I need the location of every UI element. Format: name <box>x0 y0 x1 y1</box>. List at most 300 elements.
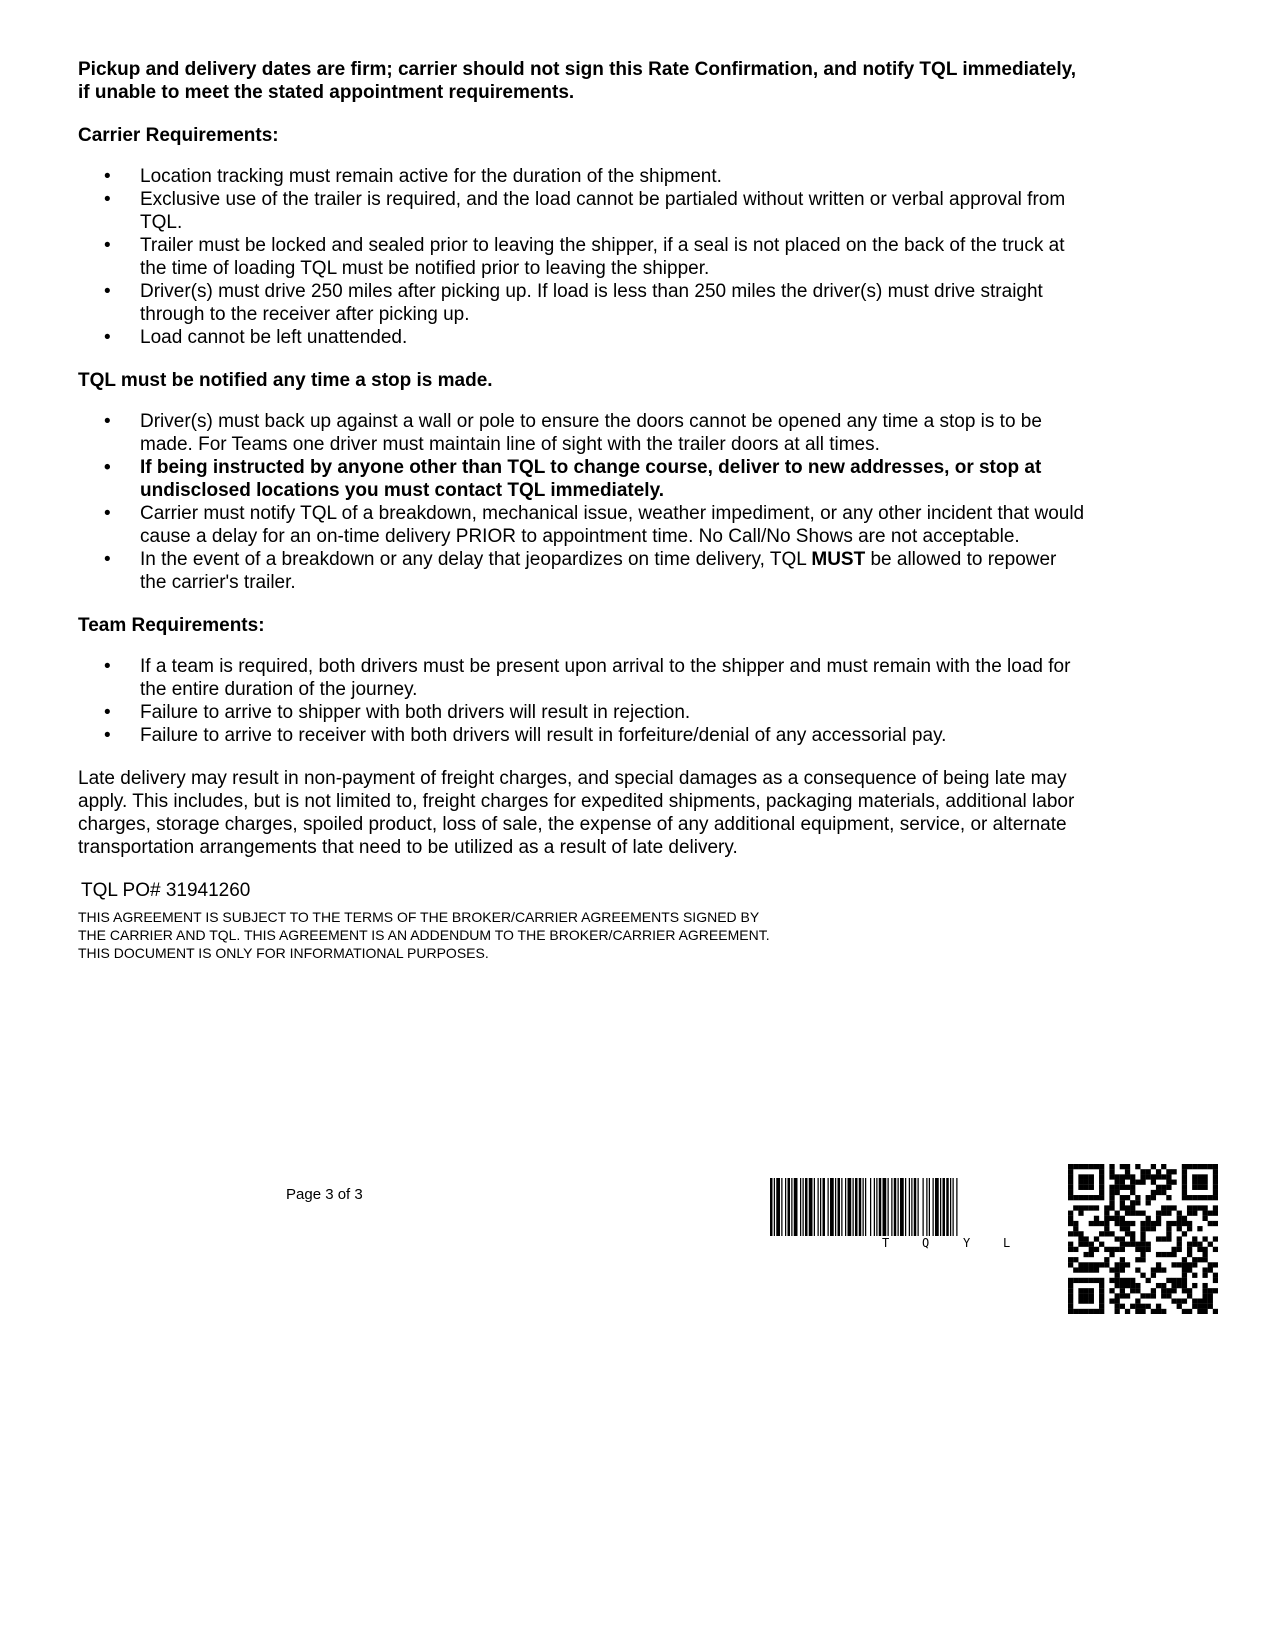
qr-module <box>1182 1262 1187 1267</box>
qr-module <box>1094 1236 1099 1241</box>
qr-module <box>1213 1185 1218 1190</box>
qr-module <box>1073 1309 1078 1314</box>
qr-module <box>1187 1293 1192 1298</box>
qr-module <box>1068 1293 1073 1298</box>
barcode-bar <box>814 1178 815 1236</box>
barcode-bar <box>823 1178 826 1236</box>
qr-module <box>1192 1236 1197 1241</box>
qr-module <box>1177 1236 1182 1241</box>
qr-module <box>1068 1169 1073 1174</box>
qr-module <box>1125 1226 1130 1231</box>
qr-module <box>1068 1262 1073 1267</box>
qr-module <box>1202 1247 1207 1252</box>
list-item: • Load cannot be left unattended. <box>104 327 408 348</box>
qr-module <box>1213 1211 1218 1216</box>
qr-module <box>1078 1267 1083 1272</box>
qr-module <box>1182 1298 1187 1303</box>
barcode-char: Y <box>963 1236 971 1250</box>
qr-module <box>1208 1221 1213 1226</box>
qr-module <box>1078 1174 1083 1179</box>
barcode-char: T <box>882 1236 890 1250</box>
barcode-bar <box>774 1178 775 1236</box>
qr-module <box>1171 1221 1176 1226</box>
qr-module <box>1135 1242 1140 1247</box>
qr-module <box>1182 1231 1187 1236</box>
qr-module <box>1078 1236 1083 1241</box>
qr-module <box>1068 1164 1073 1169</box>
qr-module <box>1151 1267 1156 1272</box>
qr-module <box>1213 1247 1218 1252</box>
qr-module <box>1130 1242 1135 1247</box>
qr-module <box>1166 1293 1171 1298</box>
qr-module <box>1151 1180 1156 1185</box>
qr-module <box>1115 1236 1120 1241</box>
qr-module <box>1089 1205 1094 1210</box>
qr-module <box>1068 1185 1073 1190</box>
barcode-bar <box>785 1178 786 1236</box>
qr-module <box>1202 1288 1207 1293</box>
barcode-bar <box>770 1178 773 1236</box>
qr-module <box>1125 1211 1130 1216</box>
barcode-bar <box>898 1178 899 1236</box>
qr-module <box>1109 1200 1114 1205</box>
qr-module <box>1192 1164 1197 1169</box>
qr-module <box>1146 1247 1151 1252</box>
qr-module <box>1130 1174 1135 1179</box>
qr-module <box>1197 1304 1202 1309</box>
qr-module <box>1084 1174 1089 1179</box>
barcode-bar <box>905 1178 906 1236</box>
list-item: • If being instructed by anyone other than TQL to change course, deliver to new addresses, or stop at undisclosed locations you must contact TQL immediately. <box>104 457 1042 501</box>
qr-module <box>1161 1236 1166 1241</box>
barcode-bar <box>863 1178 864 1236</box>
qr-module <box>1161 1293 1166 1298</box>
barcode-bar <box>933 1178 934 1236</box>
qr-module <box>1177 1242 1182 1247</box>
qr-module <box>1104 1211 1109 1216</box>
qr-module <box>1089 1195 1094 1200</box>
qr-module <box>1182 1267 1187 1272</box>
qr-module <box>1161 1174 1166 1179</box>
qr-module <box>1187 1221 1192 1226</box>
qr-module <box>1213 1190 1218 1195</box>
barcode-bar <box>870 1178 871 1236</box>
qr-module <box>1208 1242 1213 1247</box>
qr-module <box>1202 1195 1207 1200</box>
barcode-bar <box>900 1178 904 1236</box>
qr-module <box>1078 1195 1083 1200</box>
qr-module <box>1120 1288 1125 1293</box>
qr-module <box>1166 1185 1171 1190</box>
qr-module <box>1156 1304 1161 1309</box>
qr-module <box>1130 1283 1135 1288</box>
qr-module <box>1156 1185 1161 1190</box>
qr-module <box>1197 1257 1202 1262</box>
qr-module <box>1089 1242 1094 1247</box>
qr-module <box>1161 1252 1166 1257</box>
qr-module <box>1197 1195 1202 1200</box>
qr-module <box>1156 1252 1161 1257</box>
qr-module <box>1084 1252 1089 1257</box>
qr-module <box>1094 1247 1099 1252</box>
qr-module <box>1089 1298 1094 1303</box>
qr-module <box>1140 1211 1145 1216</box>
barcode-bar <box>853 1178 854 1236</box>
barcode-bar <box>820 1178 821 1236</box>
barcode-bar <box>838 1178 841 1236</box>
qr-module <box>1197 1226 1202 1231</box>
qr-module <box>1135 1200 1140 1205</box>
team-requirements-list <box>78 655 1088 747</box>
qr-module <box>1166 1211 1171 1216</box>
barcode-bar <box>894 1178 897 1236</box>
qr-module <box>1192 1211 1197 1216</box>
qr-module <box>1078 1278 1083 1283</box>
qr-module <box>1073 1226 1078 1231</box>
qr-module <box>1068 1180 1073 1185</box>
qr-module <box>1120 1174 1125 1179</box>
qr-module <box>1109 1267 1114 1272</box>
barcode-bar <box>883 1178 887 1236</box>
qr-module <box>1115 1283 1120 1288</box>
qr-module <box>1187 1262 1192 1267</box>
qr-module <box>1120 1200 1125 1205</box>
qr-module <box>1084 1309 1089 1314</box>
list-item: • In the event of a breakdown or any delay that jeopardizes on time delivery, TQL MUST be allowed to repower the carrier's trailer. <box>104 549 1057 593</box>
barcode-bar <box>855 1178 858 1236</box>
qr-module <box>1130 1211 1135 1216</box>
qr-module <box>1192 1242 1197 1247</box>
qr-module <box>1161 1309 1166 1314</box>
qr-module <box>1151 1164 1156 1169</box>
qr-module <box>1099 1174 1104 1179</box>
qr-module <box>1166 1174 1171 1179</box>
qr-module <box>1177 1278 1182 1283</box>
qr-module <box>1146 1221 1151 1226</box>
qr-module <box>1202 1309 1207 1314</box>
qr-module <box>1151 1226 1156 1231</box>
qr-module <box>1099 1242 1104 1247</box>
qr-module <box>1151 1309 1156 1314</box>
qr-module <box>1120 1262 1125 1267</box>
qr-module <box>1182 1309 1187 1314</box>
barcode-bar <box>914 1178 917 1236</box>
qr-module <box>1146 1169 1151 1174</box>
barcode-bar <box>781 1178 782 1236</box>
qr-module <box>1109 1205 1114 1210</box>
qr-module <box>1094 1309 1099 1314</box>
qr-module <box>1151 1190 1156 1195</box>
qr-module <box>1109 1174 1114 1179</box>
qr-module <box>1125 1309 1130 1314</box>
qr-module <box>1115 1216 1120 1221</box>
qr-module <box>1146 1278 1151 1283</box>
qr-module <box>1089 1252 1094 1257</box>
qr-module <box>1078 1262 1083 1267</box>
qr-module <box>1130 1278 1135 1283</box>
qr-module <box>1208 1293 1213 1298</box>
barcode-bar <box>911 1178 912 1236</box>
barcode-bar <box>953 1178 954 1236</box>
qr-module <box>1166 1205 1171 1210</box>
qr-module <box>1089 1164 1094 1169</box>
qr-module <box>1177 1216 1182 1221</box>
qr-module <box>1213 1180 1218 1185</box>
qr-module <box>1140 1247 1145 1252</box>
qr-module <box>1187 1195 1192 1200</box>
qr-module <box>1171 1298 1176 1303</box>
qr-module <box>1146 1174 1151 1179</box>
qr-module <box>1192 1298 1197 1303</box>
qr-module <box>1202 1174 1207 1179</box>
qr-module <box>1120 1221 1125 1226</box>
qr-module <box>1146 1242 1151 1247</box>
qr-module <box>1125 1185 1130 1190</box>
qr-module <box>1171 1283 1176 1288</box>
qr-module <box>1202 1257 1207 1262</box>
qr-module <box>1161 1164 1166 1169</box>
qr-module <box>1068 1216 1073 1221</box>
qr-module <box>1151 1221 1156 1226</box>
qr-module <box>1094 1267 1099 1272</box>
qr-module <box>1187 1242 1192 1247</box>
qr-module <box>1182 1180 1187 1185</box>
qr-module <box>1202 1293 1207 1298</box>
qr-module <box>1182 1195 1187 1200</box>
list-item: • If a team is required, both drivers must be present upon arrival to the shipper and must remain with the load for the entire duration of the journey. <box>104 656 1071 700</box>
qr-module <box>1135 1267 1140 1272</box>
qr-module <box>1135 1283 1140 1288</box>
qr-module <box>1094 1205 1099 1210</box>
qr-module <box>1109 1216 1114 1221</box>
qr-module <box>1115 1221 1120 1226</box>
qr-module <box>1208 1304 1213 1309</box>
qr-module <box>1140 1257 1145 1262</box>
qr-module <box>1171 1180 1176 1185</box>
qr-module <box>1166 1169 1171 1174</box>
qr-module <box>1202 1252 1207 1257</box>
qr-module <box>1084 1278 1089 1283</box>
qr-module <box>1084 1242 1089 1247</box>
qr-module <box>1192 1185 1197 1190</box>
qr-module <box>1135 1309 1140 1314</box>
qr-module <box>1073 1164 1078 1169</box>
qr-module <box>1202 1205 1207 1210</box>
late-delivery-text: Late delivery may result in non-payment of freight charges, and special damages as a consequence of being late may apply. This includes, but is not limited to, freight charges for expedited shipments, packaging materials, additional labor charges, storage charges, spoiled product, loss of sale, the expense of any additional equipment, service, or alternate transportation arrangements that need to be utilized as a result of late delivery. <box>78 768 1075 858</box>
qr-module <box>1089 1293 1094 1298</box>
qr-module <box>1120 1236 1125 1241</box>
qr-module <box>1156 1169 1161 1174</box>
qr-module <box>1104 1221 1109 1226</box>
qr-module <box>1120 1185 1125 1190</box>
qr-module <box>1078 1164 1083 1169</box>
qr-module <box>1089 1247 1094 1252</box>
qr-module <box>1120 1205 1125 1210</box>
qr-module <box>1115 1247 1120 1252</box>
qr-module <box>1166 1278 1171 1283</box>
qr-module <box>1182 1278 1187 1283</box>
list-item: • Failure to arrive to receiver with both drivers will result in forfeiture/denial of any accessorial pay. <box>104 725 947 746</box>
qr-module <box>1120 1278 1125 1283</box>
qr-module <box>1115 1298 1120 1303</box>
qr-module <box>1120 1267 1125 1272</box>
barcode-bar <box>923 1178 924 1236</box>
qr-module <box>1187 1288 1192 1293</box>
qr-module <box>1161 1211 1166 1216</box>
qr-module <box>1115 1211 1120 1216</box>
qr-module <box>1202 1267 1207 1272</box>
qr-module <box>1140 1273 1145 1278</box>
qr-module <box>1073 1247 1078 1252</box>
qr-module <box>1099 1262 1104 1267</box>
qr-module <box>1115 1262 1120 1267</box>
qr-module <box>1109 1164 1114 1169</box>
qr-module <box>1109 1247 1114 1252</box>
agreement-notice: THIS AGREEMENT IS SUBJECT TO THE TERMS OF THE BROKER/CARRIER AGREEMENTS SIGNED BY THE CARRIER AND TQL. THIS AGREEMENT IS AN ADDENDUM TO THE BROKER/CARRIER AGREEMENT. THIS DOCUMENT IS ONLY FOR INFORMATIONAL PURPOSES. <box>78 909 770 961</box>
qr-module <box>1135 1164 1140 1169</box>
qr-module <box>1192 1283 1197 1288</box>
qr-module <box>1213 1273 1218 1278</box>
qr-module <box>1192 1304 1197 1309</box>
qr-module <box>1068 1247 1073 1252</box>
qr-module <box>1073 1195 1078 1200</box>
barcode-bar <box>943 1178 946 1236</box>
barcode-bar <box>791 1178 792 1236</box>
qr-module <box>1213 1262 1218 1267</box>
qr-module <box>1197 1205 1202 1210</box>
po-number: TQL PO# 31941260 <box>81 880 251 901</box>
qr-module <box>1125 1242 1130 1247</box>
barcode-image <box>770 1178 1055 1236</box>
qr-module <box>1104 1216 1109 1221</box>
qr-module <box>1115 1304 1120 1309</box>
qr-module <box>1125 1293 1130 1298</box>
qr-module <box>1171 1262 1176 1267</box>
qr-module <box>1125 1169 1130 1174</box>
qr-module <box>1192 1180 1197 1185</box>
qr-module <box>1073 1257 1078 1262</box>
qr-module <box>1068 1298 1073 1303</box>
qr-module <box>1078 1231 1083 1236</box>
qr-module <box>1208 1267 1213 1272</box>
barcode-char: Q <box>922 1236 930 1250</box>
qr-module <box>1161 1283 1166 1288</box>
qr-module <box>1109 1169 1114 1174</box>
qr-module <box>1125 1174 1130 1179</box>
qr-module <box>1161 1288 1166 1293</box>
qr-module <box>1084 1185 1089 1190</box>
list-item: • Exclusive use of the trailer is required, and the load cannot be partialed without written or verbal approval from TQL. <box>104 189 1066 233</box>
qr-module <box>1192 1205 1197 1210</box>
document-body <box>78 58 1088 962</box>
qr-module <box>1068 1195 1073 1200</box>
qr-module <box>1099 1278 1104 1283</box>
qr-module <box>1140 1174 1145 1179</box>
qr-module <box>1130 1236 1135 1241</box>
qr-module <box>1197 1242 1202 1247</box>
qr-module <box>1135 1257 1140 1262</box>
qr-module <box>1084 1195 1089 1200</box>
qr-module <box>1094 1164 1099 1169</box>
qr-module <box>1109 1185 1114 1190</box>
barcode-bar <box>859 1178 862 1236</box>
qr-module <box>1099 1185 1104 1190</box>
qr-module <box>1140 1293 1145 1298</box>
qr-module <box>1089 1180 1094 1185</box>
qr-module <box>1177 1247 1182 1252</box>
qr-module <box>1120 1226 1125 1231</box>
qr-module <box>1171 1247 1176 1252</box>
qr-module <box>1099 1221 1104 1226</box>
qr-module <box>1089 1288 1094 1293</box>
qr-module <box>1125 1278 1130 1283</box>
stop-notice-heading: TQL must be notified any time a stop is made. <box>78 370 493 391</box>
page-number: Page 3 of 3 <box>286 1186 363 1203</box>
qr-module <box>1177 1226 1182 1231</box>
barcode-bar <box>929 1178 930 1236</box>
qr-module <box>1099 1195 1104 1200</box>
barcode-bar <box>888 1178 889 1236</box>
qr-module <box>1177 1211 1182 1216</box>
qr-module <box>1115 1278 1120 1283</box>
barcode-bar <box>805 1178 808 1236</box>
qr-module <box>1099 1309 1104 1314</box>
qr-module <box>1182 1273 1187 1278</box>
qr-module <box>1161 1185 1166 1190</box>
qr-module <box>1166 1195 1171 1200</box>
qr-module <box>1151 1273 1156 1278</box>
qr-module <box>1099 1180 1104 1185</box>
qr-module <box>1078 1180 1083 1185</box>
qr-module <box>1109 1278 1114 1283</box>
list-item: • Location tracking must remain active for the duration of the shipment. <box>104 166 722 187</box>
qr-module <box>1208 1288 1213 1293</box>
barcode-bar <box>926 1178 927 1236</box>
qr-module <box>1099 1231 1104 1236</box>
stop-notice-list <box>78 410 1088 594</box>
qr-module <box>1187 1309 1192 1314</box>
qr-module <box>1115 1293 1120 1298</box>
qr-module <box>1140 1236 1145 1241</box>
qr-module <box>1202 1304 1207 1309</box>
qr-module <box>1177 1283 1182 1288</box>
qr-module <box>1099 1304 1104 1309</box>
qr-module <box>1182 1257 1187 1262</box>
barcode-bar <box>918 1178 919 1236</box>
qr-module <box>1156 1221 1161 1226</box>
qr-module <box>1068 1221 1073 1226</box>
qr-module <box>1146 1195 1151 1200</box>
qr-module <box>1197 1298 1202 1303</box>
qr-module <box>1140 1231 1145 1236</box>
qr-module <box>1182 1288 1187 1293</box>
qr-module <box>1177 1304 1182 1309</box>
qr-module <box>1084 1293 1089 1298</box>
qr-module <box>1130 1221 1135 1226</box>
qr-module <box>1161 1190 1166 1195</box>
qr-module <box>1202 1273 1207 1278</box>
qr-module <box>1146 1226 1151 1231</box>
qr-module <box>1208 1211 1213 1216</box>
qr-code-image <box>1068 1164 1218 1314</box>
qr-module <box>1078 1288 1083 1293</box>
qr-module <box>1078 1298 1083 1303</box>
qr-module <box>1099 1288 1104 1293</box>
barcode-bar <box>891 1178 892 1236</box>
qr-module <box>1171 1169 1176 1174</box>
qr-module <box>1135 1247 1140 1252</box>
barcode-bar <box>845 1178 846 1236</box>
